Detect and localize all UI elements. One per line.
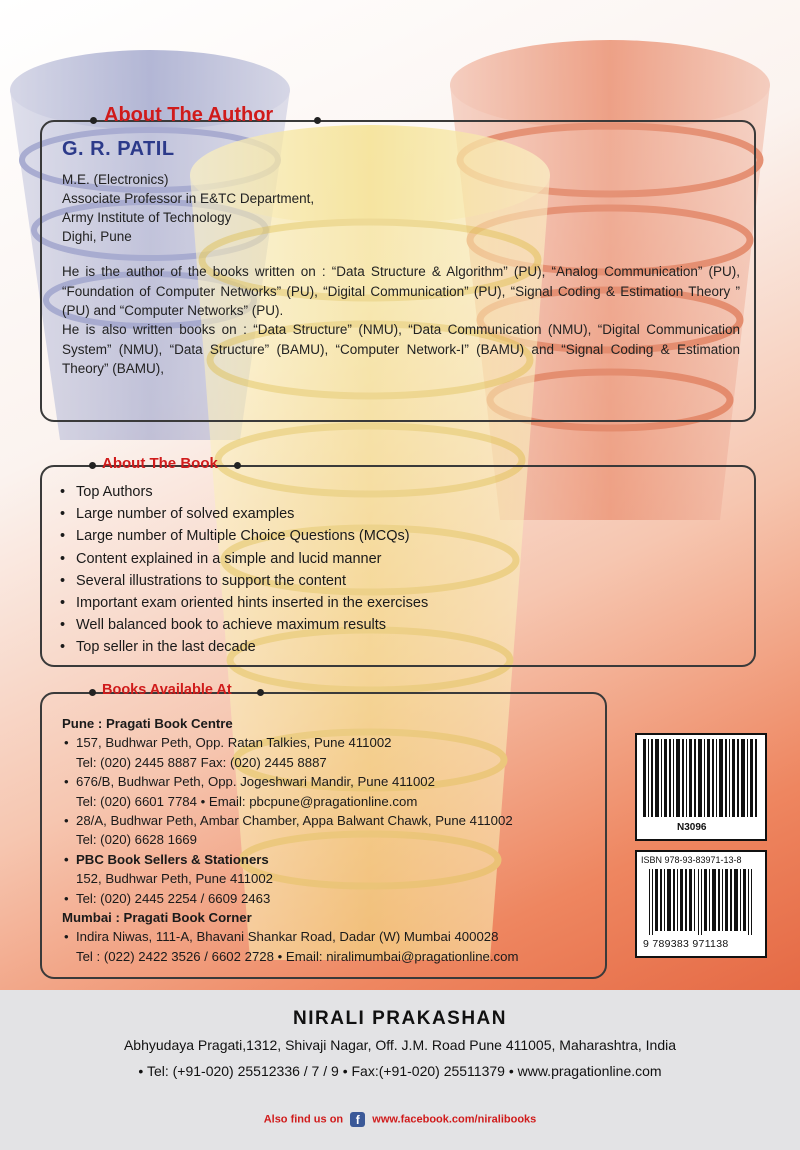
list-item: • Large number of solved examples	[56, 503, 736, 525]
about-author-title: About The Author	[104, 104, 274, 126]
store-contact: Tel: (020) 6601 7784 • Email: pbcpune@pragationline.com	[76, 793, 418, 809]
publisher-name: NIRALI PRAKASHAN	[293, 1008, 507, 1029]
author-credentials	[62, 170, 314, 246]
barcode-label: N3096	[677, 822, 707, 833]
store-address: • 157, Budhwar Peth, Opp. Ratan Talkies, Pune 411002	[62, 733, 597, 752]
title-dot-right	[234, 462, 241, 469]
about-book-list	[56, 481, 736, 659]
internal-barcode	[635, 733, 767, 841]
store-address: 152, Budhwar Peth, Pune 411002	[76, 871, 273, 887]
facebook-icon[interactable]: f	[350, 1112, 365, 1127]
author-other-books-paragraph: He is also written books on : “Data Structure” (NMU), “Data Communication (NMU), “Digital Communication System” (NMU), “Data Structure” (BAMU), “Computer Network-I” (BAMU) and “Signal Coding & Estimation Theory” (BAMU),	[62, 322, 740, 376]
list-item: • Content explained in a simple and lucid manner	[56, 548, 736, 570]
facebook-link[interactable]: www.facebook.com/niralibooks	[372, 1113, 537, 1126]
credential-line: M.E. (Electronics)	[62, 172, 169, 187]
list-item: • Several illustrations to support the content	[56, 570, 736, 592]
author-name: G. R. PATIL	[62, 138, 175, 160]
credential-line: Army Institute of Technology	[62, 210, 232, 225]
publisher-address: Abhyudaya Pragati,1312, Shivaji Nagar, Off. J.M. Road Pune 411005, Maharashtra, India	[123, 1037, 677, 1053]
title-dot-left	[89, 462, 96, 469]
list-item: • Top seller in the last decade	[56, 636, 736, 658]
store-heading-mumbai: Mumbai : Pragati Book Corner	[62, 910, 252, 926]
list-item: • Top Authors	[56, 481, 736, 503]
store-heading-pbc: • PBC Book Sellers & Stationers	[62, 850, 597, 869]
isbn-digits: 9 789383 971138	[643, 938, 729, 950]
isbn-barcode-bars	[641, 869, 761, 935]
isbn-barcode	[635, 850, 767, 958]
store-contact: Tel: (020) 2445 8887 Fax: (020) 2445 8887	[76, 754, 327, 770]
store-address: • 676/B, Budhwar Peth, Opp. Jogeshwari Mandir, Pune 411002	[62, 772, 597, 791]
title-dot-left	[90, 117, 97, 124]
about-book-title: About The Book	[102, 455, 218, 472]
publisher-contact: • Tel: (+91-020) 25512336 / 7 / 9 • Fax:(+91-020) 25511379 • www.pragationline.com	[138, 1063, 662, 1079]
title-dot-right	[257, 689, 264, 696]
title-dot-left	[89, 689, 96, 696]
author-books-paragraph: He is the author of the books written on : “Data Structure & Algorithm” (PU), “Analog Communication” (PU), “Foundation of Computer Networks” (PU), “Digital Communication” (PU), “Signal Coding & Estimation Theory ” (PU) and “Computer Networks” (PU).	[62, 264, 740, 318]
store-heading-pune: Pune : Pragati Book Centre	[62, 716, 233, 731]
books-available-content	[62, 714, 597, 966]
store-address: • 28/A, Budhwar Peth, Ambar Chamber, Appa Balwant Chawk, Pune 411002	[62, 811, 597, 830]
social-line	[0, 1112, 800, 1127]
books-available-title: Books Available At	[102, 682, 232, 698]
isbn-label: ISBN 978-93-83971-13-8	[641, 855, 742, 865]
list-item: • Well balanced book to achieve maximum results	[56, 614, 736, 636]
credential-line: Associate Professor in E&TC Department,	[62, 191, 315, 206]
list-item: • Large number of Multiple Choice Questions (MCQs)	[56, 525, 736, 547]
credential-line: Dighi, Pune	[62, 229, 132, 244]
store-address: • Indira Niwas, 111-A, Bhavani Shankar Road, Dadar (W) Mumbai 400028	[62, 927, 597, 946]
barcode-bars	[639, 739, 763, 819]
title-dot-right	[314, 117, 321, 124]
store-contact: Tel: (020) 6628 1669	[76, 832, 197, 848]
store-contact: Tel : (022) 2422 3526 / 6602 2728 • Email: niralimumbai@pragationline.com	[76, 948, 519, 964]
list-item: • Important exam oriented hints inserted in the exercises	[56, 592, 736, 614]
store-contact: • Tel: (020) 2445 2254 / 6609 2463	[62, 889, 597, 908]
social-prefix: Also find us on	[263, 1113, 344, 1126]
